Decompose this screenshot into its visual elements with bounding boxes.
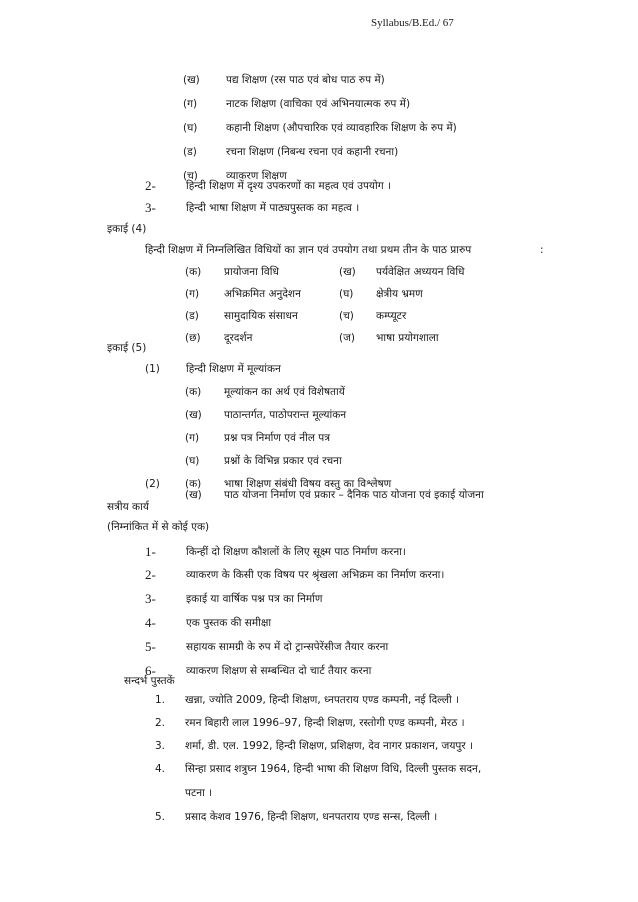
sessional-subtitle: (निम्नांकित में से कोई एक): [107, 521, 210, 533]
sub-item-mark: (ग): [185, 432, 200, 444]
reference-number: 5.: [155, 811, 166, 823]
task-number: 3-: [145, 591, 156, 606]
sub-item-mark: (घ): [185, 455, 200, 467]
task-text: इकाई या वार्षिक पश्न पत्र का निर्माण: [186, 593, 323, 605]
reference-text: खन्ना, ज्योति 2009, हिन्दी शिक्षण, ध्नपतराय एण्ड कम्पनी, नई दिल्ली ।: [185, 694, 460, 706]
method-mark: (क): [185, 266, 202, 278]
reference-number: 1.: [155, 694, 166, 706]
sub-item-text: मूल्यांकन का अर्थ एवं विशेषतायें: [224, 386, 345, 398]
sub-item-mark: (च): [183, 170, 198, 182]
reference-text: सिन्हा प्रसाद शत्रुघ्न 1964, हिन्दी भाषा की शिक्षण विधि, दिल्ली पुस्तक सदन,: [185, 763, 482, 775]
point-number: 2-: [145, 178, 156, 193]
method-text: पर्यवेक्षित अध्ययन विधि: [376, 266, 465, 278]
sub-item-text: पाठान्तर्गत, पाठोपरान्त मूल्यांकन: [224, 409, 347, 421]
sub-item-text: प्रश्न पत्र निर्माण एवं नील पत्र: [224, 432, 331, 444]
reference-number: 4.: [155, 763, 166, 775]
method-mark: (छ): [185, 332, 201, 344]
task-text: सहायक सामग्री के रुप में दो ट्रान्सपेरेंसीज तैयार करना: [186, 641, 389, 653]
task-text: किन्हीं दो शिक्षण कौशलों के लिए सूक्ष्म पाठ निर्माण करना।: [186, 546, 406, 558]
unit-5-point-number: (2): [145, 478, 160, 490]
sub-item-text: प्रश्नों के विभिन्न प्रकार एवं रचना: [224, 455, 342, 467]
sessional-title: सत्रीय कार्य: [107, 501, 149, 513]
sub-item-text: भाषा शिक्षण संबंधी विषय वस्तु का विश्लेषण: [224, 478, 392, 490]
sub-item-mark: (घ): [183, 122, 198, 134]
sub-item-mark: (ख): [185, 409, 202, 421]
task-number: 5-: [145, 639, 156, 654]
task-number: 1-: [145, 544, 156, 559]
reference-text: प्रसाद केशव 1976, हिन्दी शिक्षण, धनपतराय एण्ड सन्स, दिल्ली ।: [185, 811, 438, 823]
task-number: 2-: [145, 567, 156, 582]
method-mark: (ख): [339, 266, 356, 278]
reference-number: 2.: [155, 717, 166, 729]
method-text: प्रायोजना विधि: [224, 266, 279, 278]
unit-4-title: इकाई (4): [107, 223, 147, 235]
reference-number: 3.: [155, 740, 166, 752]
references-title: सन्दर्भ पुस्तकें: [124, 675, 175, 687]
method-mark: (ग): [185, 288, 200, 300]
method-text: क्षेत्रीय भ्रमण: [376, 288, 423, 300]
sub-item-mark: (क): [185, 386, 202, 398]
method-mark: (घ): [339, 288, 354, 300]
method-text: अभिक्रमित अनुदेशन: [224, 288, 301, 300]
task-number: 4-: [145, 615, 156, 630]
unit-5-title: इकाई (5): [107, 342, 147, 354]
sub-item-text: नाटक शिक्षण (वाचिका एवं अभिनयात्मक रुप में): [226, 98, 411, 110]
point-text: हिन्दी शिक्षण में दृश्य उपकरणों का महत्व एवं उपयोग ।: [186, 180, 391, 192]
reference-text: शर्मा, डी. एल. 1992, हिन्दी शिक्षण, प्रशिक्षण, देव नागर प्रकाशन, जयपुर ।: [185, 740, 473, 752]
method-text: कम्प्यूटर: [376, 310, 407, 322]
task-number: 6-: [145, 663, 156, 678]
unit-4-intro: हिन्दी शिक्षण में निम्नलिखित विधियों का ज्ञान एवं उपयोग तथा प्रथम तीन के पाठ प्रारुप: [145, 244, 472, 256]
point-number: 3-: [145, 200, 156, 215]
sub-item-text: पाठ योजना निर्माण एवं प्रकार – दैनिक पाठ योजना एवं इकाई योजना: [224, 489, 484, 501]
method-text: दूरदर्शन: [224, 332, 253, 344]
sub-item-mark: (क): [185, 478, 202, 490]
method-text: भाषा प्रयोगशाला: [376, 332, 439, 344]
unit-5-point-number: (1): [145, 363, 160, 375]
task-text: व्याकरण शिक्षण से सम्बन्धित दो चार्ट तैयार करना: [186, 665, 372, 677]
sub-item-mark: (ख): [183, 74, 200, 86]
reference-text-continued: पटना ।: [185, 787, 213, 799]
sub-item-mark: (ख): [185, 489, 202, 501]
task-text: व्याकरण के किसी एक विषय पर श्रृंखला अभिक्रम का निर्माण करना।: [186, 569, 445, 581]
unit-4-colon: :: [540, 244, 544, 256]
method-mark: (च): [339, 310, 354, 322]
task-text: एक पुस्तक की समीक्षा: [186, 617, 272, 629]
reference-text: रमन बिहारी लाल 1996–97, हिन्दी शिक्षण, रस्तोगी एण्ड कम्पनी, मेरठ ।: [185, 717, 465, 729]
sub-item-text: पद्य शिक्षण (रस पाठ एवं बोध पाठ रुप में): [226, 74, 385, 86]
unit-5-point-text: हिन्दी शिक्षण में मूल्यांकन: [186, 363, 281, 375]
method-text: सामुदायिक संसाधन: [224, 310, 298, 322]
sub-item-text: कहानी शिक्षण (औपचारिक एवं व्यावहारिक शिक्षण के रुप में): [226, 122, 457, 134]
point-text: हिन्दी भाषा शिक्षण में पाठ्यपुस्तक का महत्व ।: [186, 202, 360, 214]
page-header: Syllabus/B.Ed./ 67: [371, 17, 454, 29]
sub-item-text: रचना शिक्षण (निबन्ध रचना एवं कहानी रचना): [226, 146, 399, 158]
method-mark: (ज): [339, 332, 355, 344]
method-mark: (ड): [185, 310, 199, 322]
sub-item-mark: (ड): [183, 146, 197, 158]
sub-item-text: व्याकरण शिक्षण: [226, 170, 287, 182]
sub-item-mark: (ग): [183, 98, 198, 110]
